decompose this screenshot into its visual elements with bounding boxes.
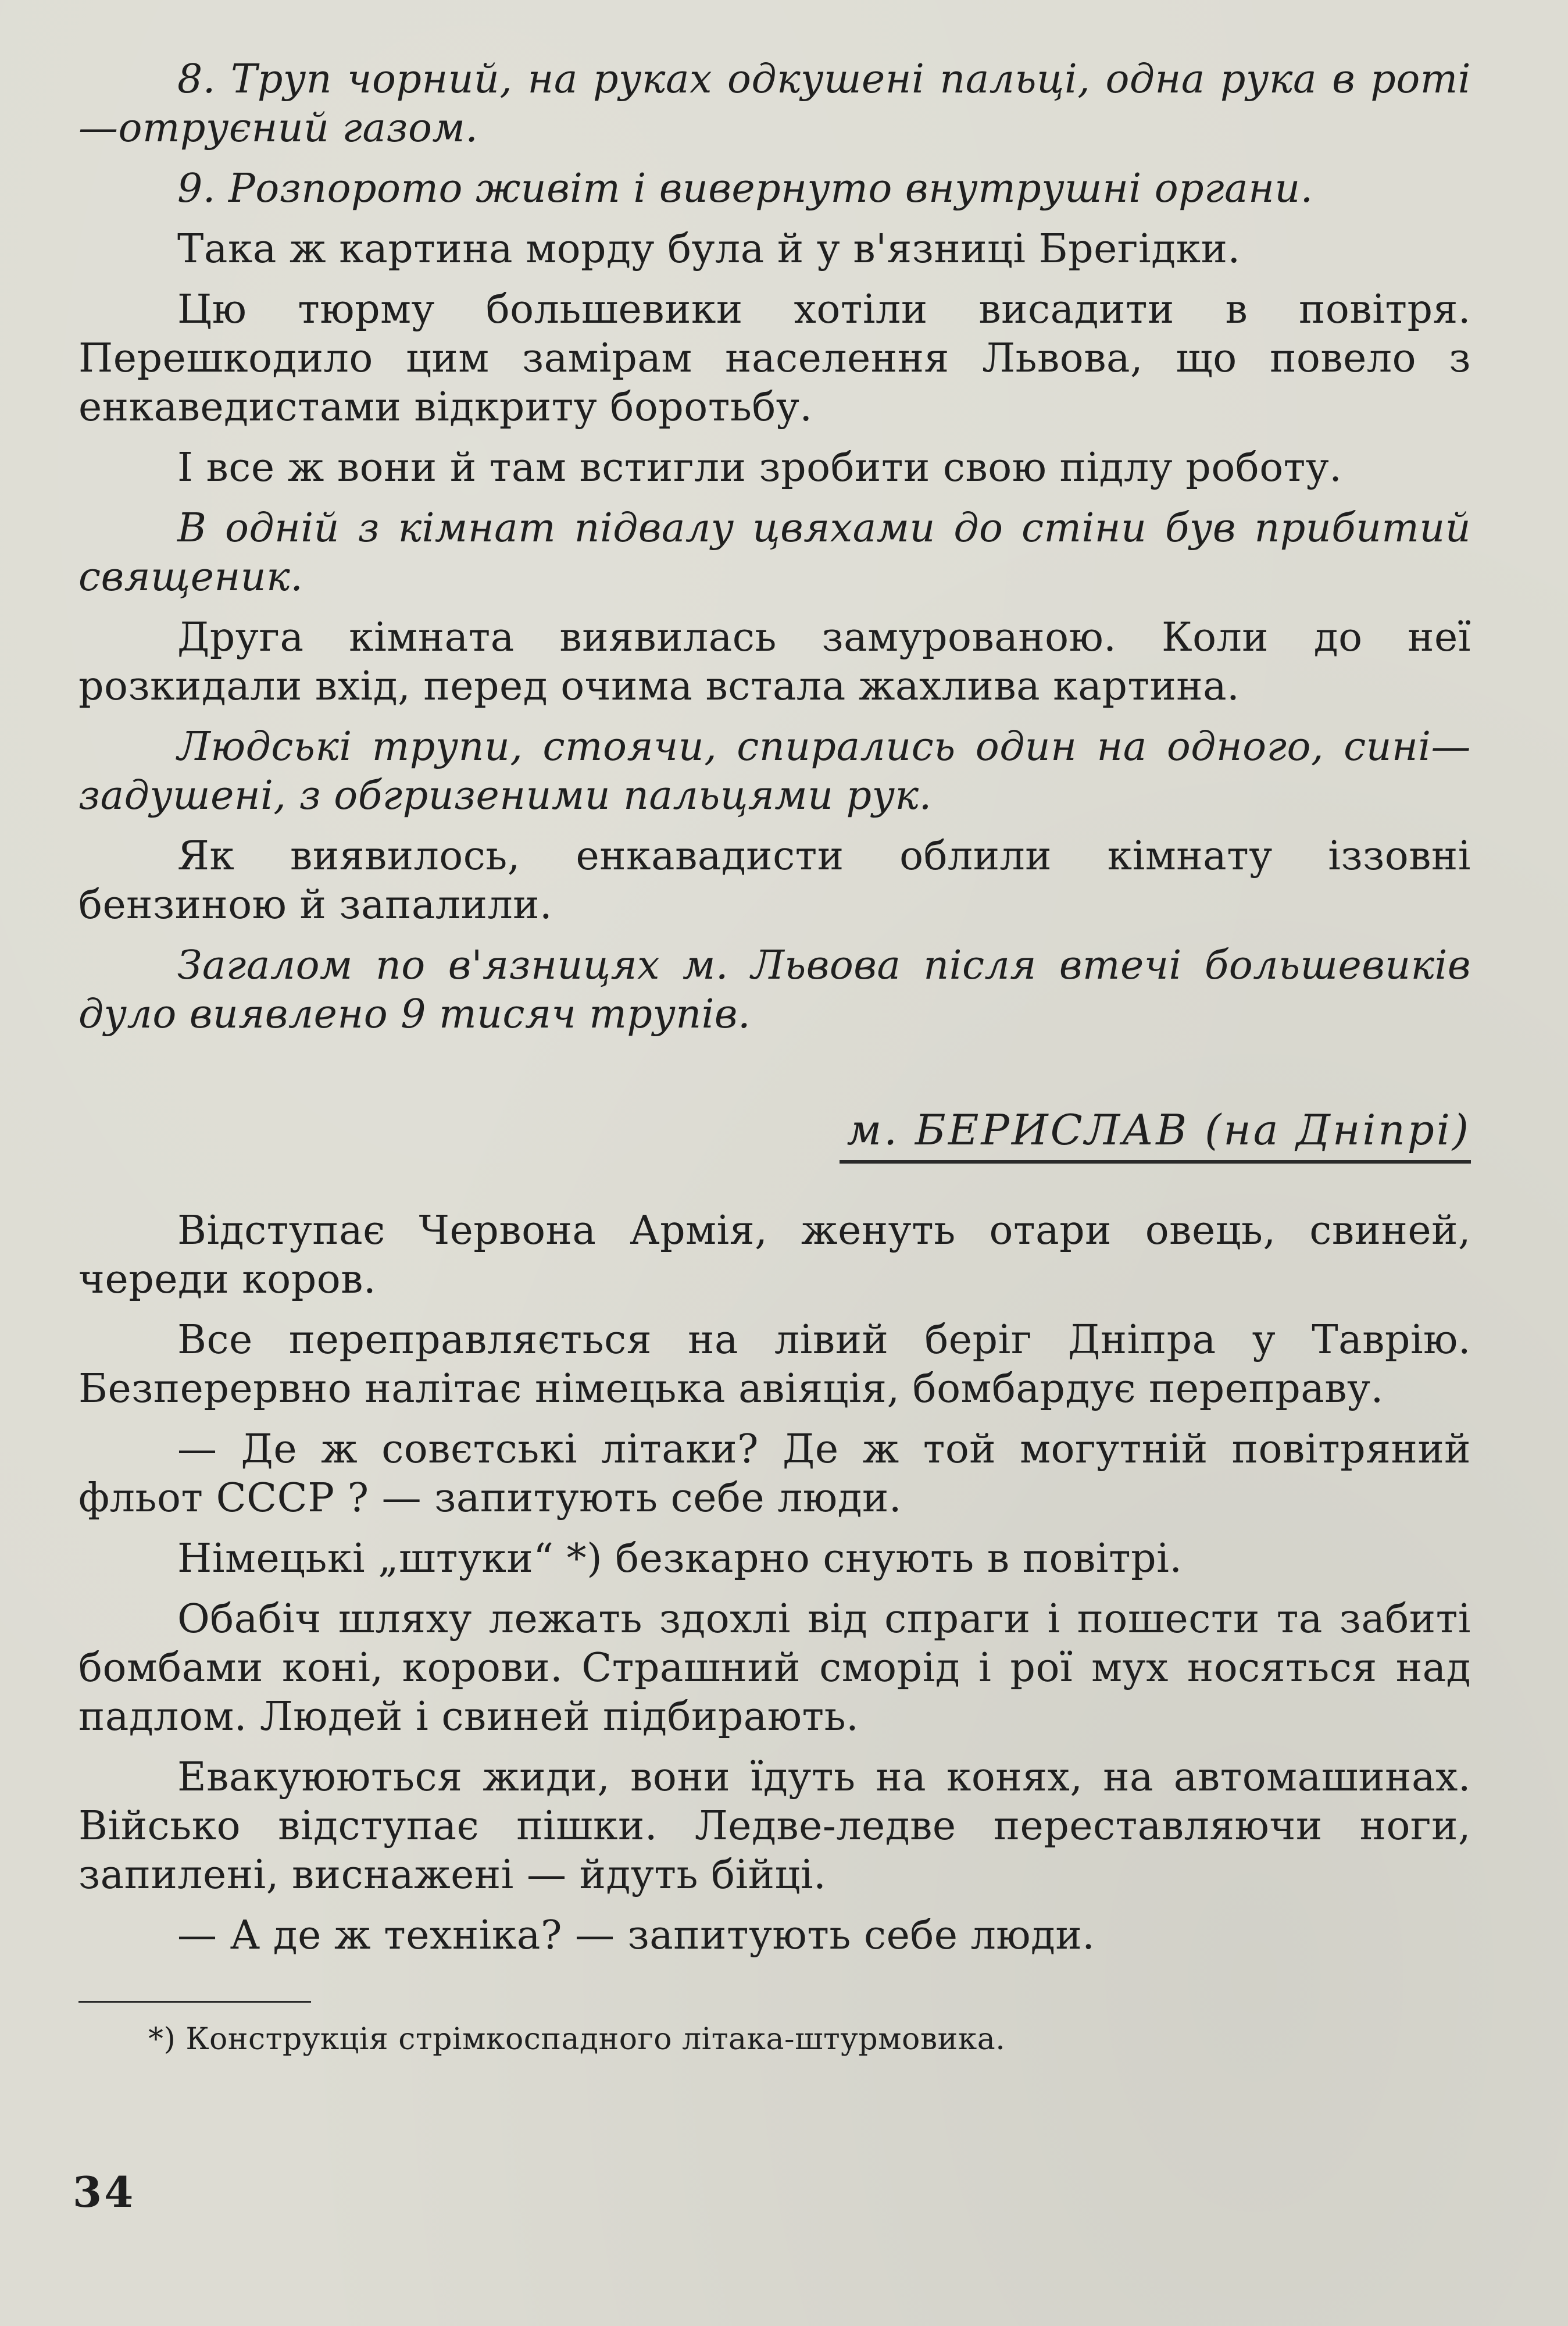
paragraph-item-8: 8. Труп чорний, на руках одкушені пальці, одна рука в роті—отруєний газом.	[78, 56, 1471, 151]
paragraph-vile-work: І все ж вони й там встигли зробити свою підлу роботу.	[177, 445, 1342, 491]
paragraph-item-9: 9. Розпорото живіт і вивернуто внутрушні органи.	[177, 166, 1313, 212]
paragraph-where-planes: — Де ж совєтські літаки? Де ж той могутній повітряний фльот СССР ? — запитують себе люди.	[78, 1426, 1471, 1521]
paragraph-walled-room: Друга кімната виявилась замурованою. Коли до неї розкидали вхід, перед очима встала жахлива картина.	[78, 615, 1471, 709]
section-heading: м. БЕРИСЛАВ (на Дніпрі)	[840, 1103, 1471, 1164]
paragraph-prison-blowup: Цю тюрму большевики хотіли висадити в повітря. Перешкодило цим замірам населення Львова, що повело з енкаведистами відкриту боротьбу.	[78, 287, 1471, 430]
paragraph-benzine: Як виявилось, енкавадисти облили кімнату іззовні бензиною й запалили.	[78, 833, 1471, 928]
paragraph-priest: В одній з кімнат підвалу цвяхами до стіни був прибитий священик.	[78, 505, 1471, 600]
paragraph-where-technique: — А де ж техніка? — запитують себе люди.	[177, 1913, 1095, 1958]
footnote-divider	[78, 2001, 311, 2003]
paragraph-crossing: Все переправляється на лівий беріг Дніпра у Таврію. Безперервно налітає німецька авіяція, бомбардує переправу.	[78, 1317, 1471, 1412]
paragraph-retreat: Відступає Червона Армія, женуть отари овець, свиней, череди коров.	[78, 1208, 1471, 1303]
paragraph-evacuation: Евакуюються жиди, вони їдуть на конях, на автомашинах. Військо відступає пішки. Ледве-ледве переставляючи ноги, запилені, виснажені — йдуть бійці.	[78, 1754, 1471, 1898]
paragraph-bregidky: Така ж картина морду була й у в'язниці Брегідки.	[177, 226, 1241, 272]
footnote: *) Конструкція стрімкоспадного літака-штурмовика.	[148, 2022, 1006, 2057]
paragraph-total-victims: Загалом по в'язницях м. Львова після втечі большевиків дуло виявлено 9 тисяч трупів.	[78, 943, 1471, 1037]
text-column	[78, 55, 1471, 2059]
paragraph-corpses: Людські трупи, стоячи, спирались один на одного, сині—задушені, з обгризеними пальцями рук.	[78, 724, 1471, 819]
paragraph-stukas: Німецькі „штуки“ *) безкарно снують в повітрі.	[177, 1536, 1183, 1582]
page-number: 34	[73, 2167, 136, 2217]
paragraph-roadside: Обабіч шляху лежать здохлі від спраги і пошести та забиті бомбами коні, корови. Страшний сморід і рої мух носяться над падлом. Людей і свиней підбирають.	[78, 1596, 1471, 1740]
section-heading-wrap	[78, 1103, 1471, 1171]
